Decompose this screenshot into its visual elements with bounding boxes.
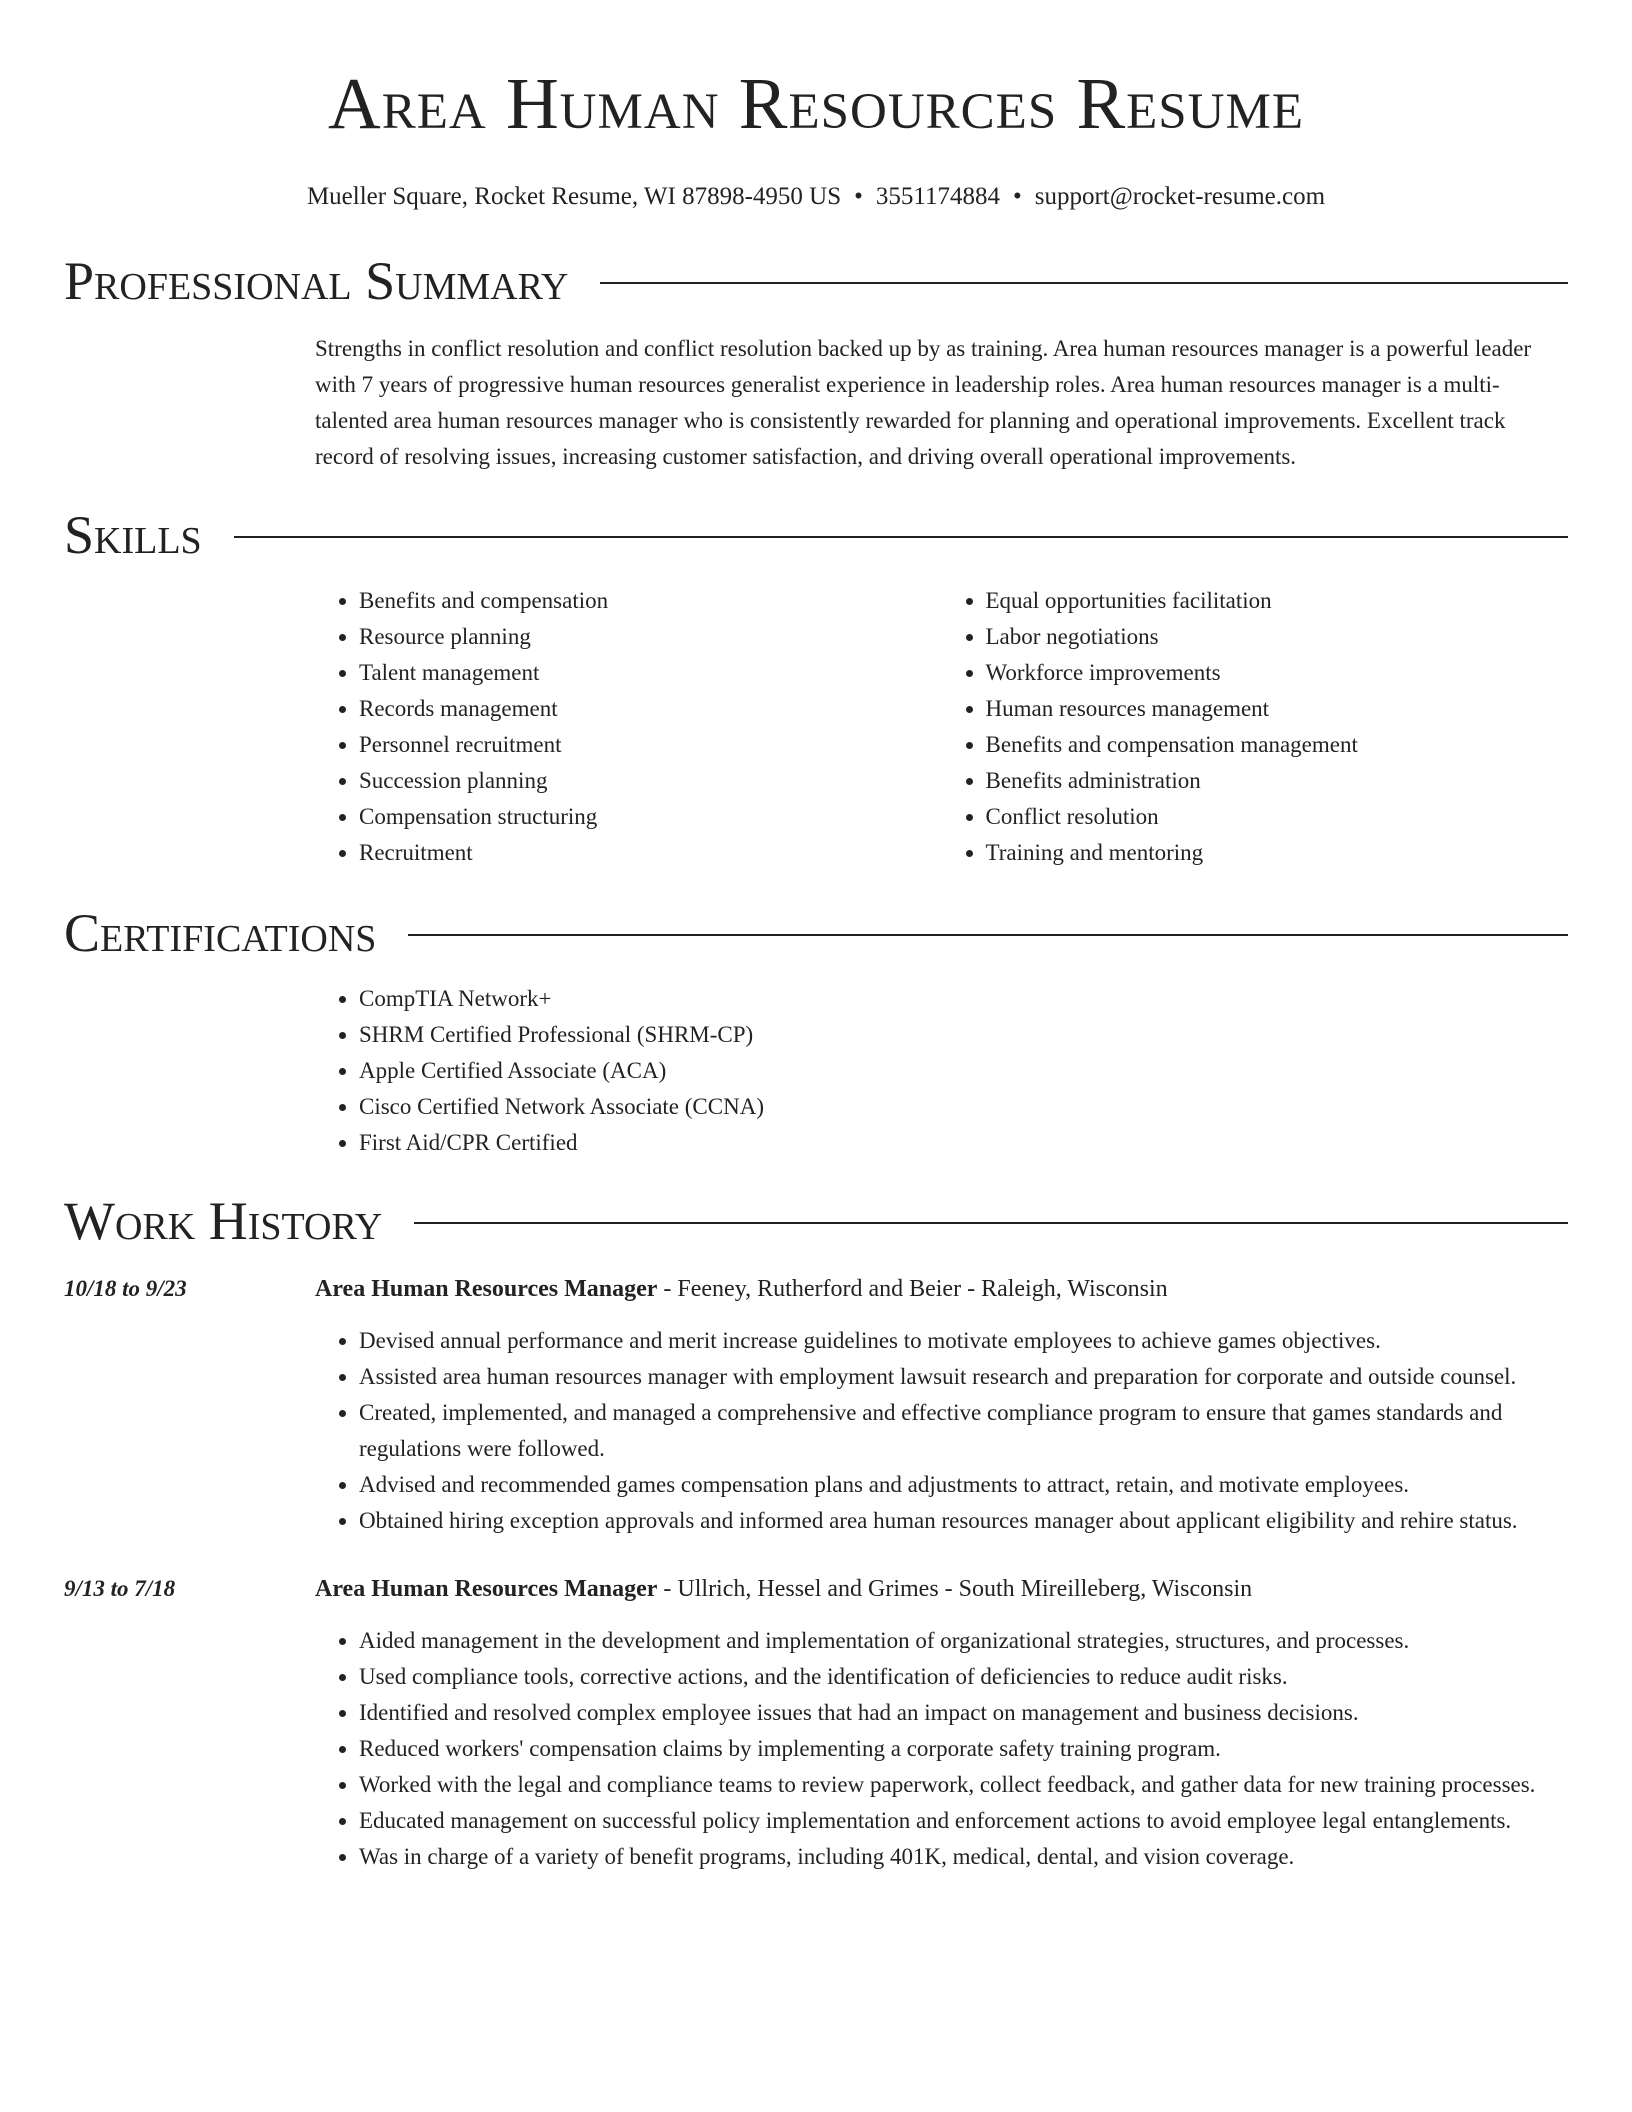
certifications-section-header (64, 901, 1568, 965)
job-bullet: • Created, implemented, and managed a comprehensive and effective compliance program to ensure that games standards and regulations were followed. (359, 1395, 1568, 1467)
job-employer: - Feeney, Rutherford and Beier - Raleigh, Wisconsin (657, 1276, 1168, 1302)
skill-item: • Personnel recruitment (359, 727, 942, 763)
job-bullets (315, 1623, 1568, 1875)
job-bullet: • Educated management on successful policy implementation and enforcement actions to avoid employee legal entanglements. (359, 1803, 1568, 1839)
skills-list-right (942, 583, 1569, 871)
certification-item: • Apple Certified Associate (ACA) (359, 1053, 1568, 1089)
skill-item: • Recruitment (359, 835, 942, 871)
skill-item: • Benefits and compensation management (986, 727, 1569, 763)
section-divider (234, 536, 1568, 538)
job-bullet: • Aided management in the development and implementation of organizational strategies, structures, and processes. (359, 1623, 1568, 1659)
certification-item: • CompTIA Network+ (359, 981, 1568, 1017)
job-bullet: • Devised annual performance and merit increase guidelines to motivate employees to achieve games objectives. (359, 1323, 1568, 1359)
job-body (315, 1271, 1568, 1539)
skills-columns (315, 583, 1568, 871)
job-title: Area Human Resources Manager (315, 1576, 658, 1602)
certifications-heading: Certifications (64, 903, 377, 963)
job-bullet: • Assisted area human resources manager with employment lawsuit research and preparation for corporate and outside counsel. (359, 1359, 1568, 1395)
section-divider (408, 934, 1568, 936)
resume-page (64, 0, 1568, 1875)
skill-item: • Benefits and compensation (359, 583, 942, 619)
job-title-line (315, 1571, 1568, 1607)
job-bullet: • Worked with the legal and compliance teams to review paperwork, collect feedback, and gather data for new training processes. (359, 1767, 1568, 1803)
work-history-heading: Work History (64, 1191, 383, 1251)
job-dates: 9/13 to 7/18 (64, 1576, 176, 1601)
job-title-line (315, 1271, 1568, 1307)
skill-item: • Conflict resolution (986, 799, 1569, 835)
certification-item: • SHRM Certified Professional (SHRM-CP) (359, 1017, 1568, 1053)
job-bullet: • Used compliance tools, corrective actions, and the identification of deficiencies to reduce audit risks. (359, 1659, 1568, 1695)
certifications-list (315, 981, 1568, 1161)
summary-text: Strengths in conflict resolution and conflict resolution backed up by as training. Area human resources manager is a powerful leader with 7 years of progressive human resources generalist experience in leadership roles. Area human resources manager is a multi-talented area human resources manager who is consistently rewarded for planning and operational improvements. Excellent track record of resolving issues, increasing customer satisfaction, and driving overall operational improvements. (315, 336, 1532, 469)
skill-item: • Human resources management (986, 691, 1569, 727)
certification-item: • Cisco Certified Network Associate (CCNA) (359, 1089, 1568, 1125)
job-bullet: • Advised and recommended games compensation plans and adjustments to attract, retain, and motivate employees. (359, 1467, 1568, 1503)
job-entry (64, 1571, 1568, 1875)
section-divider (600, 282, 1568, 284)
job-bullet: • Identified and resolved complex employee issues that had an impact on management and business decisions. (359, 1695, 1568, 1731)
skill-item: • Equal opportunities facilitation (986, 583, 1569, 619)
job-bullets (315, 1323, 1568, 1539)
skills-section-header (64, 503, 1568, 567)
contact-phone: 3551174884 (875, 183, 1000, 210)
job-entry (64, 1271, 1568, 1539)
skills-list-left (315, 583, 942, 871)
work-history-section-header (64, 1189, 1568, 1253)
job-title: Area Human Resources Manager (315, 1276, 658, 1302)
contact-address: Mueller Square, Rocket Resume, WI 87898-4950 US (306, 183, 842, 210)
job-body (315, 1571, 1568, 1875)
skills-heading: Skills (64, 505, 202, 565)
skill-item: • Compensation structuring (359, 799, 942, 835)
summary-heading: Professional Summary (64, 251, 569, 311)
skill-item: • Succession planning (359, 763, 942, 799)
job-bullet: • Was in charge of a variety of benefit programs, including 401K, medical, dental, and vision coverage. (359, 1839, 1568, 1875)
section-divider (414, 1222, 1568, 1224)
skill-item: • Records management (359, 691, 942, 727)
skill-item: • Workforce improvements (986, 655, 1569, 691)
job-employer: - Ullrich, Hessel and Grimes - South Mireilleberg, Wisconsin (657, 1576, 1253, 1602)
contact-line (64, 181, 1568, 213)
skill-item: • Talent management (359, 655, 942, 691)
contact-email: support@rocket-resume.com (1034, 183, 1326, 210)
summary-section-header (64, 249, 1568, 313)
job-dates: 10/18 to 9/23 (64, 1276, 187, 1301)
skill-item: • Benefits administration (986, 763, 1569, 799)
contact-separator: • (1012, 183, 1022, 210)
skill-item: • Training and mentoring (986, 835, 1569, 871)
certification-item: • First Aid/CPR Certified (359, 1125, 1568, 1161)
skill-item: • Resource planning (359, 619, 942, 655)
resume-title: Area Human Resources Resume (328, 63, 1304, 144)
job-bullet: • Obtained hiring exception approvals and informed area human resources manager about applicant eligibility and rehire status. (359, 1503, 1568, 1539)
skill-item: • Labor negotiations (986, 619, 1569, 655)
job-bullet: • Reduced workers' compensation claims by implementing a corporate safety training program. (359, 1731, 1568, 1767)
contact-separator: • (854, 183, 863, 210)
